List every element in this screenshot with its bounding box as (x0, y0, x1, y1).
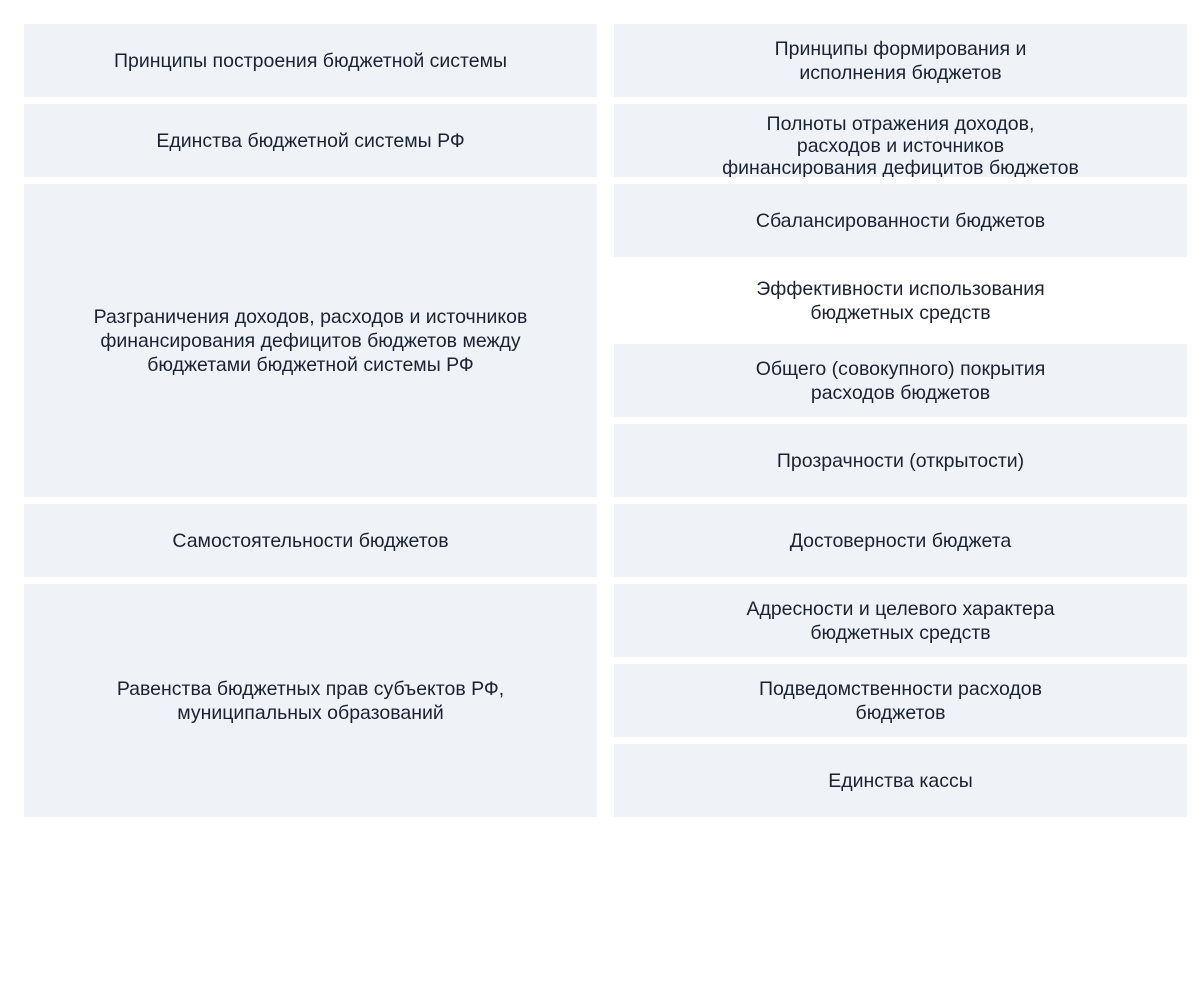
principle-text: Сбалансированности бюджетов (755, 209, 1046, 232)
principle-equal-budget-rights (24, 584, 597, 817)
left-column-header (24, 24, 597, 97)
principle-text: Равенства бюджетных прав субъектов РФ, муниципальных образований (116, 677, 505, 724)
principle-text: Самостоятельности бюджетов (172, 529, 449, 552)
left-column-header-text: Принципы построения бюджетной системы (113, 49, 508, 72)
principle-targeting (614, 584, 1187, 657)
principle-text: Адресности и целевого характера бюджетных средств (746, 597, 1055, 644)
principle-efficiency (614, 264, 1187, 337)
principle-cash-unity (614, 744, 1187, 817)
principle-total-coverage (614, 344, 1187, 417)
principle-text: Единства бюджетной системы РФ (156, 129, 465, 152)
principle-completeness (614, 104, 1187, 177)
right-column-header (614, 24, 1187, 97)
principle-subordination (614, 664, 1187, 737)
principle-transparency (614, 424, 1187, 497)
principle-text: Общего (совокупного) покрытия расходов бюджетов (755, 357, 1046, 404)
principle-text: Полноты отражения доходов, расходов и источников финансирования дефицитов бюджетов (722, 112, 1079, 177)
principle-text: Подведомственности расходов бюджетов (758, 677, 1042, 724)
principle-reliability (614, 504, 1187, 577)
principle-budget-system-unity (24, 104, 597, 177)
right-column-header-text: Принципы формирования и исполнения бюджетов (774, 37, 1027, 84)
principle-balance (614, 184, 1187, 257)
principle-text: Разграничения доходов, расходов и источников финансирования дефицитов бюджетов между бюджетами бюджетной системы РФ (93, 305, 528, 376)
principle-text: Достоверности бюджета (789, 529, 1012, 552)
principle-text: Эффективности использования бюджетных средств (756, 277, 1045, 324)
principle-revenue-expense-delimitation (24, 184, 597, 497)
principle-text: Прозрачности (открытости) (776, 449, 1025, 472)
principle-text: Единства кассы (828, 769, 973, 792)
principle-budget-independence (24, 504, 597, 577)
